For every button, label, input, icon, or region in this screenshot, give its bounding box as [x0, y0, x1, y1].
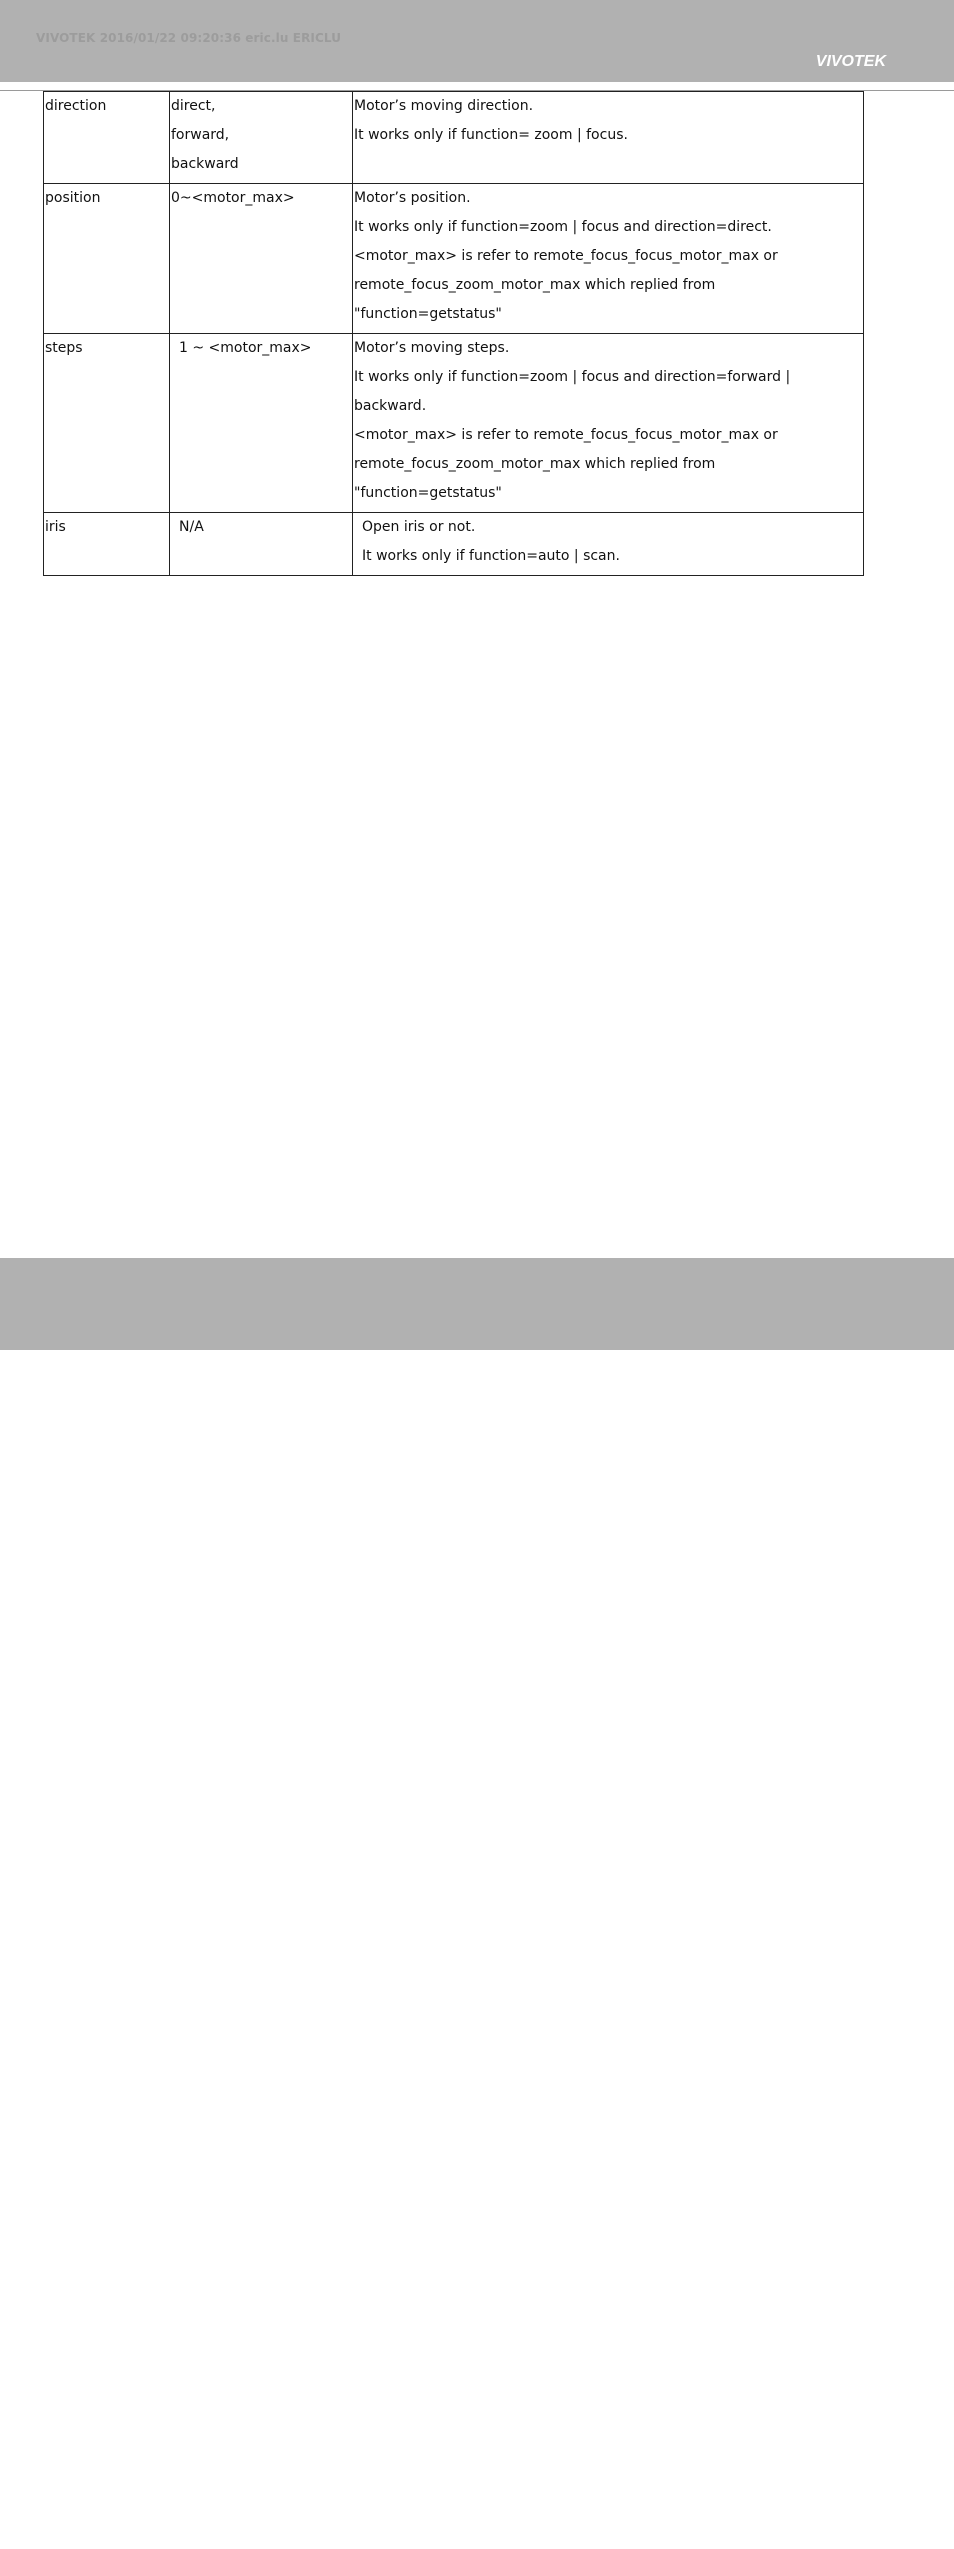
param-description-cell — [353, 513, 864, 576]
parameter-table — [43, 91, 864, 576]
page-number-label: User's Manual - 335 — [761, 2533, 886, 2549]
param-value: N/A — [179, 519, 204, 535]
param-name: position — [45, 190, 101, 206]
param-description-line: It works only if function=auto | scan. — [362, 548, 620, 564]
param-name-cell — [44, 92, 170, 184]
param-description-cell — [353, 334, 864, 513]
param-description-line: "function=getstatus" — [354, 485, 502, 501]
param-value-cell — [170, 184, 353, 334]
param-description-line: "function=getstatus" — [354, 306, 502, 322]
param-name: iris — [45, 519, 66, 535]
param-description-line: backward. — [354, 398, 427, 414]
param-value: forward, — [171, 127, 230, 143]
param-value-cell — [170, 92, 353, 184]
param-name: direction — [45, 98, 107, 114]
param-name: steps — [45, 340, 83, 356]
param-name-cell — [44, 513, 170, 576]
page-header — [0, 0, 954, 82]
table-row — [44, 92, 864, 184]
table-row — [44, 334, 864, 513]
param-description-line: remote_focus_zoom_motor_max which replied from — [354, 456, 716, 472]
param-description-line: Motor’s position. — [354, 190, 471, 206]
page-footer — [0, 1258, 954, 2549]
param-name-cell — [44, 184, 170, 334]
param-description-cell — [353, 92, 864, 184]
param-description-line: remote_focus_zoom_motor_max which replied from — [354, 277, 716, 293]
param-value-cell — [170, 334, 353, 513]
table-row — [44, 184, 864, 334]
watermark-text: VIVOTEK 2016/01/22 09:20:36 eric.lu ERICLU — [36, 31, 342, 45]
param-description-line: It works only if function=zoom | focus and direction=direct. — [354, 219, 772, 235]
param-description-line: Open iris or not. — [362, 519, 476, 535]
param-name-cell — [44, 334, 170, 513]
param-value: direct, — [171, 98, 216, 114]
param-value: backward — [171, 156, 239, 172]
param-value: 0~<motor_max> — [171, 190, 295, 206]
table-row — [44, 513, 864, 576]
param-description-line: <motor_max> is refer to remote_focus_focus_motor_max or — [354, 248, 778, 264]
param-value-cell — [170, 513, 353, 576]
param-value: 1 ~ <motor_max> — [179, 340, 312, 356]
param-description-line: Motor’s moving direction. — [354, 98, 534, 114]
brand-logo-text: VIVOTEK — [815, 53, 886, 70]
param-description-line: Motor’s moving steps. — [354, 340, 510, 356]
param-description-line: <motor_max> is refer to remote_focus_focus_motor_max or — [354, 427, 778, 443]
param-description-line: It works only if function= zoom | focus. — [354, 127, 628, 143]
param-description-line: It works only if function=zoom | focus and direction=forward | — [354, 369, 791, 385]
param-description-cell — [353, 184, 864, 334]
